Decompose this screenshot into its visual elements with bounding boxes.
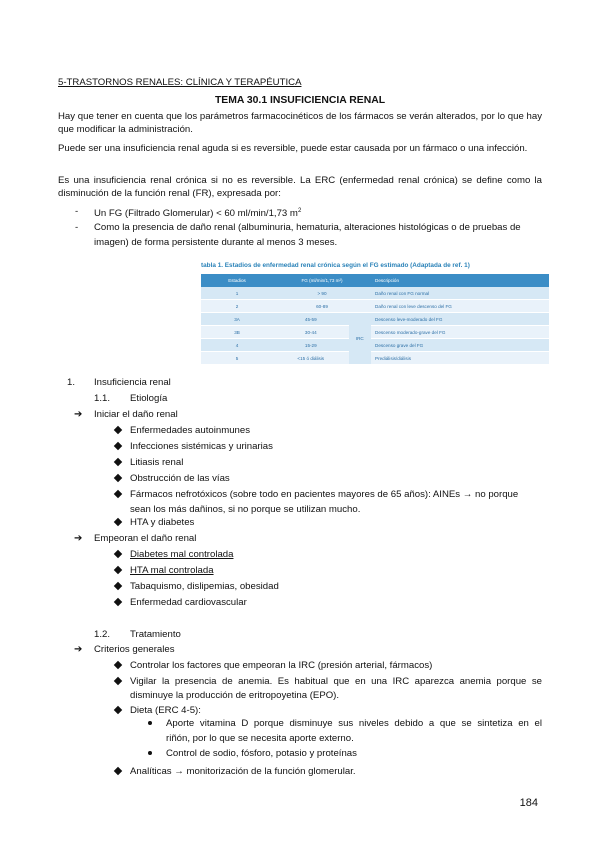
cell-desc: Descenso grave del FG — [371, 339, 549, 352]
table-grid — [201, 274, 549, 365]
arrow-icon: ➔ — [74, 533, 83, 544]
group-empeoran: Empeoran el daño renal — [94, 533, 197, 544]
table-row — [201, 313, 549, 326]
table-row — [201, 300, 549, 313]
cell-irc: IRC — [349, 313, 371, 365]
list-item: Litiasis renal — [130, 457, 184, 468]
diamond-bullet-icon — [114, 518, 122, 526]
intro-paragraph-3: Es una insuficiencia renal crónica si no es reversible. La ERC (enfermedad renal crónica) se define como la disminución de la función renal (FR), expresada por: — [58, 175, 542, 199]
cell-stage: 4 — [201, 339, 273, 352]
cell-desc: Prediálisis/diálisis — [371, 352, 549, 365]
arrow-icon: ➔ — [74, 409, 83, 420]
dash-bullet: - — [75, 222, 79, 233]
group-criterios: Criterios generales — [94, 644, 175, 655]
list-item: Tabaquismo, dislipemias, obesidad — [130, 581, 279, 592]
outline-heading-1: Insuficiencia renal — [94, 377, 171, 388]
diamond-bullet-icon — [114, 661, 122, 669]
erc-stages-table — [201, 261, 549, 365]
cell-stage: 3A — [201, 313, 273, 326]
list-item: Obstrucción de las vías — [130, 473, 230, 484]
outline-heading-1-2: Tratamiento — [130, 629, 181, 640]
diamond-bullet-icon — [114, 598, 122, 606]
sub-list-item-continuation: riñón, por lo que se necesita aporte externo. — [166, 733, 354, 744]
cell-fg: 60-89 — [273, 300, 371, 313]
table-row — [201, 339, 549, 352]
list-item: HTA mal controlada — [130, 565, 214, 576]
list-item-continuation: disminuye la producción de eritropoyetina (EPO). — [130, 690, 340, 701]
diamond-bullet-icon — [114, 550, 122, 558]
table-row — [201, 352, 549, 365]
outline-number-1-2: 1.2. — [94, 629, 111, 640]
list-item: Analíticas → monitorización de la función glomerular. — [130, 766, 356, 777]
table-row — [201, 287, 549, 300]
cell-fg: <15 ó diálisis — [273, 352, 349, 365]
section-heading: 5-TRASTORNOS RENALES: CLÍNICA Y TERAPÉUTICA — [58, 77, 302, 88]
group-iniciar: Iniciar el daño renal — [94, 409, 178, 420]
cell-stage: 2 — [201, 300, 273, 313]
list-item: Dieta (ERC 4-5): — [130, 705, 201, 716]
criterion-fg — [94, 205, 301, 220]
criterion-damage-line-1: Como la presencia de daño renal (albuminuria, hematuria, alteraciones histológicas o de pruebas de — [94, 222, 521, 233]
diamond-bullet-icon — [114, 426, 122, 434]
diamond-bullet-icon — [114, 566, 122, 574]
cell-desc: Daño renal con FG normal — [371, 287, 549, 300]
cell-stage: 3B — [201, 326, 273, 339]
col-header-fg: FG (ml/min/1,73 m²) — [273, 274, 371, 287]
table-row — [201, 326, 549, 339]
diamond-bullet-icon — [114, 767, 122, 775]
list-item: Diabetes mal controlada — [130, 549, 234, 560]
cell-desc: Descenso moderado-grave del FG — [371, 326, 549, 339]
table-caption: tabla 1. Estadios de enfermedad renal crónica según el FG estimado (Adaptada de ref. 1) — [201, 262, 470, 269]
intro-paragraph-1: Hay que tener en cuenta que los parámetros farmacocinéticos de los fármacos se verán alterados, por lo que hay que modificar la administración. — [58, 111, 542, 135]
diamond-bullet-icon — [114, 474, 122, 482]
intro-paragraph-2: Puede ser una insuficiencia renal aguda si es reversible, puede estar causada por un fármaco o una infección. — [58, 143, 528, 154]
cell-desc: Daño renal con leve descenso del FG — [371, 300, 549, 313]
diamond-bullet-icon — [114, 458, 122, 466]
sub-list-item: Control de sodio, fósforo, potasio y proteínas — [166, 748, 357, 759]
round-bullet-icon — [148, 751, 152, 755]
cell-fg: 15-29 — [273, 339, 349, 352]
round-bullet-icon — [148, 721, 152, 725]
col-header-stage: Estadios — [201, 274, 273, 287]
col-header-desc: Descripción — [371, 274, 549, 287]
dash-bullet: - — [75, 206, 79, 217]
cell-fg: 45-59 — [273, 313, 349, 326]
list-item: Fármacos nefrotóxicos (sobre todo en pacientes mayores de 65 años): AINEs → no porque — [130, 489, 519, 500]
arrow-icon: ➔ — [74, 644, 83, 655]
outline-heading-1-1: Etiología — [130, 393, 168, 404]
cell-stage: 1 — [201, 287, 273, 300]
list-item: Controlar los factores que empeoran la IRC (presión arterial, fármacos) — [130, 660, 433, 671]
cell-fg: > 90 — [273, 287, 371, 300]
cell-fg: 30-44 — [273, 326, 349, 339]
cell-stage: 5 — [201, 352, 273, 365]
list-item: Enfermedades autoinmunes — [130, 425, 250, 436]
list-item: Vigilar la presencia de anemia. Es habitual que en una IRC aparezca anemia porque se — [130, 676, 542, 687]
outline-number-1: 1. — [67, 377, 76, 388]
diamond-bullet-icon — [114, 582, 122, 590]
diamond-bullet-icon — [114, 677, 122, 685]
list-item: Infecciones sistémicas y urinarias — [130, 441, 273, 452]
page-number: 184 — [519, 797, 538, 809]
diamond-bullet-icon — [114, 490, 122, 498]
page-title: TEMA 30.1 INSUFICIENCIA RENAL — [214, 95, 386, 106]
cell-desc: Descenso leve-moderado del FG — [371, 313, 549, 326]
sub-list-item: Aporte vitamina D porque disminuye sus niveles debido a que se sintetiza en el — [166, 718, 542, 729]
list-item-continuation: sean los más dañinos, si no porque se utilizan mucho. — [130, 504, 361, 515]
diamond-bullet-icon — [114, 442, 122, 450]
superscript: 2 — [297, 208, 302, 214]
criterion-fg-text: Un FG (Filtrado Glomerular) < 60 ml/min/1,73 m — [94, 208, 298, 220]
diamond-bullet-icon — [114, 706, 122, 714]
outline-number-1-1: 1.1. — [94, 393, 111, 404]
criterion-damage-line-2: imagen) de forma persistente durante al menos 3 meses. — [94, 237, 338, 248]
list-item: HTA y diabetes — [130, 517, 195, 528]
list-item: Enfermedad cardiovascular — [130, 597, 247, 608]
